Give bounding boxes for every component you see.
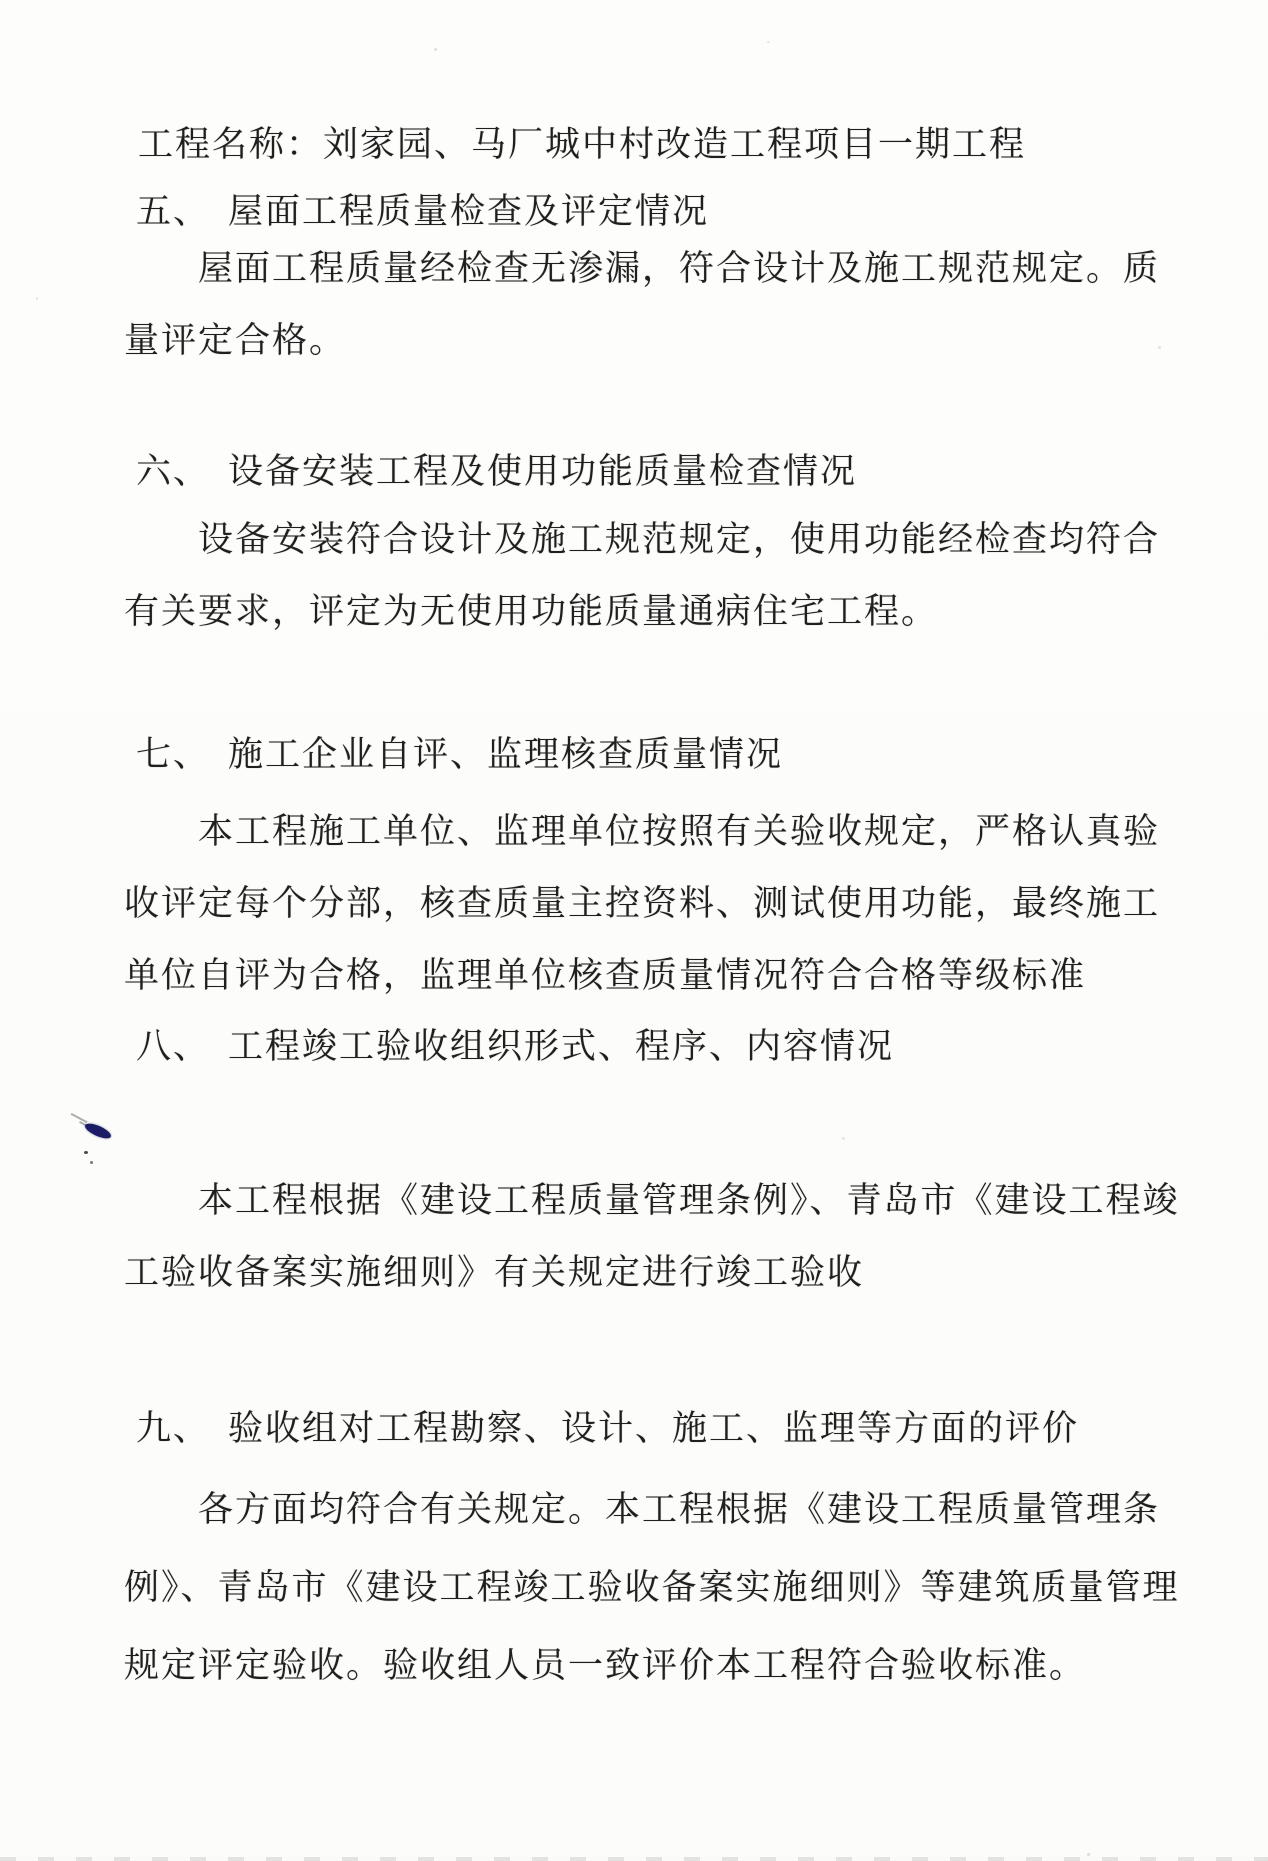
pen-ink-dot	[90, 1161, 93, 1164]
section-paragraph	[124, 233, 1160, 377]
section-number: 九、	[136, 1409, 211, 1448]
pen-ink-mark	[83, 1121, 113, 1142]
section-heading	[136, 1393, 1079, 1465]
text-line: 规定评定验收。验收组人员一致评价本工程符合验收标准。	[124, 1646, 1087, 1685]
section-number: 五、	[136, 192, 211, 231]
project-name-label: 工程名称：	[138, 125, 324, 164]
section-title: 设备安装工程及使用功能质量检查情况	[228, 452, 858, 491]
text-line: 各方面均符合有关规定。本工程根据《建设工程质量管理条	[198, 1490, 1161, 1529]
text-line: 收评定每个分部，核查质量主控资料、测试使用功能，最终施工	[124, 884, 1161, 923]
section-paragraph	[124, 1165, 1180, 1309]
section-paragraph	[124, 1471, 1180, 1705]
text-line: 单位自评为合格，监理单位核查质量情况符合合格等级标准	[124, 956, 1087, 995]
scan-speck	[767, 41, 770, 43]
scan-speck	[1158, 346, 1161, 349]
section-number: 八、	[136, 1027, 211, 1066]
section-heading	[136, 436, 857, 508]
section-title: 工程竣工验收组织形式、程序、内容情况	[228, 1027, 895, 1066]
section-number: 六、	[136, 452, 211, 491]
text-line: 例》、青岛市《建设工程竣工验收备案实施细则》等建筑质量管理	[124, 1568, 1180, 1607]
section-paragraph	[124, 504, 1160, 648]
scan-speck	[842, 1137, 845, 1140]
section-title: 验收组对工程勘察、设计、施工、监理等方面的评价	[228, 1409, 1080, 1448]
section-paragraph	[124, 796, 1160, 1012]
section-title: 施工企业自评、监理核查质量情况	[228, 735, 784, 774]
section-title: 屋面工程质量检查及评定情况	[228, 192, 710, 231]
scan-edge-artifact	[0, 1857, 1268, 1861]
scan-speck	[997, 1439, 1000, 1442]
scan-speck	[434, 48, 437, 51]
project-name-value: 刘家园、马厂城中村改造工程项目一期工程	[323, 125, 1027, 164]
text-line: 屋面工程质量经检查无渗漏，符合设计及施工规范规定。质	[198, 249, 1161, 288]
section-heading	[136, 1011, 894, 1083]
text-line: 有关要求，评定为无使用功能质量通病住宅工程。	[124, 592, 939, 631]
text-line: 量评定合格。	[124, 321, 347, 360]
project-name-line	[138, 109, 1026, 181]
scan-speck	[1087, 1853, 1090, 1856]
section-number: 七、	[136, 735, 211, 774]
scan-speck	[931, 134, 934, 137]
pen-ink-dot	[84, 1151, 88, 1154]
scan-speck	[36, 297, 38, 300]
section-heading	[136, 719, 783, 791]
text-line: 本工程根据《建设工程质量管理条例》、青岛市《建设工程竣	[198, 1181, 1180, 1220]
text-line: 工验收备案实施细则》有关规定进行竣工验收	[124, 1253, 865, 1292]
text-line: 设备安装符合设计及施工规范规定，使用功能经检查均符合	[198, 520, 1161, 559]
text-line: 本工程施工单位、监理单位按照有关验收规定，严格认真验	[198, 812, 1161, 851]
